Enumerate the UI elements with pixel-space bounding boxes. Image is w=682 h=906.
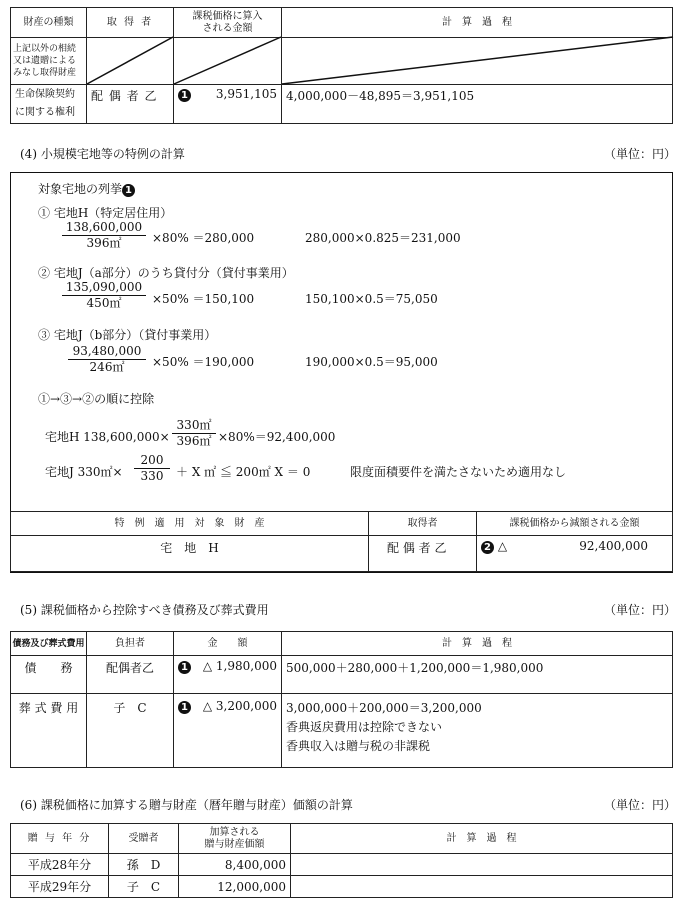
gift-recipient: 孫 D <box>109 854 179 876</box>
land-item-1-rate: ×80% ＝280,000 <box>152 231 255 245</box>
funeral-calc-line: 3,000,000＋200,000＝3,200,000 <box>286 701 482 715</box>
land-h-label: 宅地H 138,600,000× <box>45 430 170 444</box>
life-insurance-kind: 生命保険契約 に関する権利 <box>11 85 87 124</box>
header-taxable-amount: 課税価格に算入 される金額 <box>174 8 282 38</box>
gift-amount: 12,000,000 <box>179 876 291 898</box>
section5-unit: （単位：円） <box>604 603 677 617</box>
funeral-payer: 子 C <box>87 694 174 768</box>
debt-amount: △ 1,980,000 <box>202 659 277 673</box>
header-debt-type: 債務及び葬式費用 <box>11 632 87 656</box>
debt-payer: 配偶者乙 <box>87 656 174 694</box>
land-item-1-reduction: 280,000×0.825＝231,000 <box>305 231 461 245</box>
life-insurance-calc: 4,000,000－48,895＝3,951,105 <box>282 85 673 124</box>
gift-calc <box>291 876 673 898</box>
header-calculation: 計 算 過 程 <box>282 632 673 656</box>
land-j-label: 宅地J 330㎡× <box>45 465 123 479</box>
header-recipient: 受贈者 <box>109 824 179 854</box>
section4-unit: （単位：円） <box>604 147 677 161</box>
header-calculation: 計 算 過 程 <box>291 824 673 854</box>
land-j-fraction: $\frac{200}{330}$ <box>134 453 170 484</box>
land-item-1-fraction: $\frac{138,600,000}{396㎡}$ <box>62 220 146 251</box>
land-item-1-label: ① 宅地H（特定居住用） <box>38 206 173 220</box>
list-title: 対象宅地の列挙 1 <box>38 180 135 197</box>
reduced-amount-prefix: △ <box>497 539 508 553</box>
answer-mark-icon: 1 <box>122 184 135 197</box>
gift-property-table <box>10 823 673 898</box>
header-property-kind: 財産の種類 <box>11 8 87 38</box>
life-insurance-amount: 3,951,105 <box>215 87 277 101</box>
section6-title: (6) 課税価格に加算する贈与財産（暦年贈与財産）価額の計算 <box>20 798 353 812</box>
funeral-amount-cell <box>174 694 282 768</box>
header-gift-amount: 加算される 贈与財産価額 <box>179 824 291 854</box>
target-acquirer: 配 偶 者 乙 <box>369 536 477 572</box>
land-j-note: 限度面積要件を満たさないため適用なし <box>350 465 567 479</box>
reduced-amount: 92,400,000 <box>579 539 648 553</box>
funeral-calc-line: 香典収入は贈与税の非課税 <box>286 739 431 753</box>
header-gift-year: 贈 与 年 分 <box>11 824 109 854</box>
gift-amount: 8,400,000 <box>179 854 291 876</box>
answer-mark-icon: 1 <box>178 661 191 674</box>
debts-funeral-table <box>10 631 673 768</box>
funeral-calc-line: 香典返戻費用は控除できない <box>286 720 443 734</box>
land-item-3-reduction: 190,000×0.5＝95,000 <box>305 355 438 369</box>
land-item-2-fraction: $\frac{135,090,000}{450㎡}$ <box>62 280 146 311</box>
debt-kind: 債 務 <box>11 656 87 694</box>
answer-mark-icon: 2 <box>481 541 494 554</box>
funeral-amount: △ 3,200,000 <box>202 699 277 713</box>
land-h-fraction: $\frac{330㎡}{396㎡}$ <box>172 418 216 449</box>
section5-title: (5) 課税価格から控除すべき債務及び葬式費用 <box>20 603 269 617</box>
header-reduced-amount: 課税価格から減額される金額 <box>477 512 673 536</box>
gift-recipient: 子 C <box>109 876 179 898</box>
land-item-3-rate: ×50% ＝190,000 <box>152 355 255 369</box>
funeral-kind: 葬 式 費 用 <box>11 694 87 768</box>
debt-calc: 500,000＋280,000＋1,200,000＝1,980,000 <box>282 656 673 694</box>
answer-mark-icon: 1 <box>178 701 191 714</box>
land-item-3-label: ③ 宅地J（b部分）（貸付事業用） <box>38 328 217 342</box>
gift-year: 平成29年分 <box>11 876 109 898</box>
land-item-2-label: ② 宅地J（a部分）のうち貸付分（貸付事業用） <box>38 266 294 280</box>
section4-title: (4) 小規模宅地等の特例の計算 <box>20 147 185 161</box>
header-amount: 金 額 <box>174 632 282 656</box>
header-calculation: 計 算 過 程 <box>282 8 673 38</box>
debt-amount-cell <box>174 656 282 694</box>
deemed-property-label: 上記以外の相続 又は遺贈による みなし取得財産 <box>11 38 87 85</box>
funeral-calc <box>282 694 673 768</box>
gift-year: 平成28年分 <box>11 854 109 876</box>
land-item-2-rate: ×50% ＝150,100 <box>152 292 255 306</box>
land-item-2-reduction: 150,100×0.5＝75,050 <box>305 292 438 306</box>
land-item-3-fraction: $\frac{93,480,000}{246㎡}$ <box>68 344 146 375</box>
deduction-order: ①→③→②の順に控除 <box>38 392 155 406</box>
special-rule-table <box>10 511 673 572</box>
target-property: 宅 地 H <box>11 536 369 572</box>
land-h-result: ×80%＝92,400,000 <box>218 430 336 444</box>
header-acquirer: 取 得 者 <box>87 8 174 38</box>
header-target-property: 特 例 適 用 対 象 財 産 <box>11 512 369 536</box>
reduced-amount-cell <box>477 536 673 572</box>
section6-unit: （単位：円） <box>604 798 677 812</box>
gift-calc <box>291 854 673 876</box>
land-j-formula: ＋ X ㎡ ≦ 200㎡ X ＝ 0 <box>176 465 311 479</box>
header-payer: 負担者 <box>87 632 174 656</box>
header-acquirer: 取得者 <box>369 512 477 536</box>
answer-mark-icon: 1 <box>178 89 191 102</box>
life-insurance-acquirer: 配 偶 者 乙 <box>87 85 174 124</box>
